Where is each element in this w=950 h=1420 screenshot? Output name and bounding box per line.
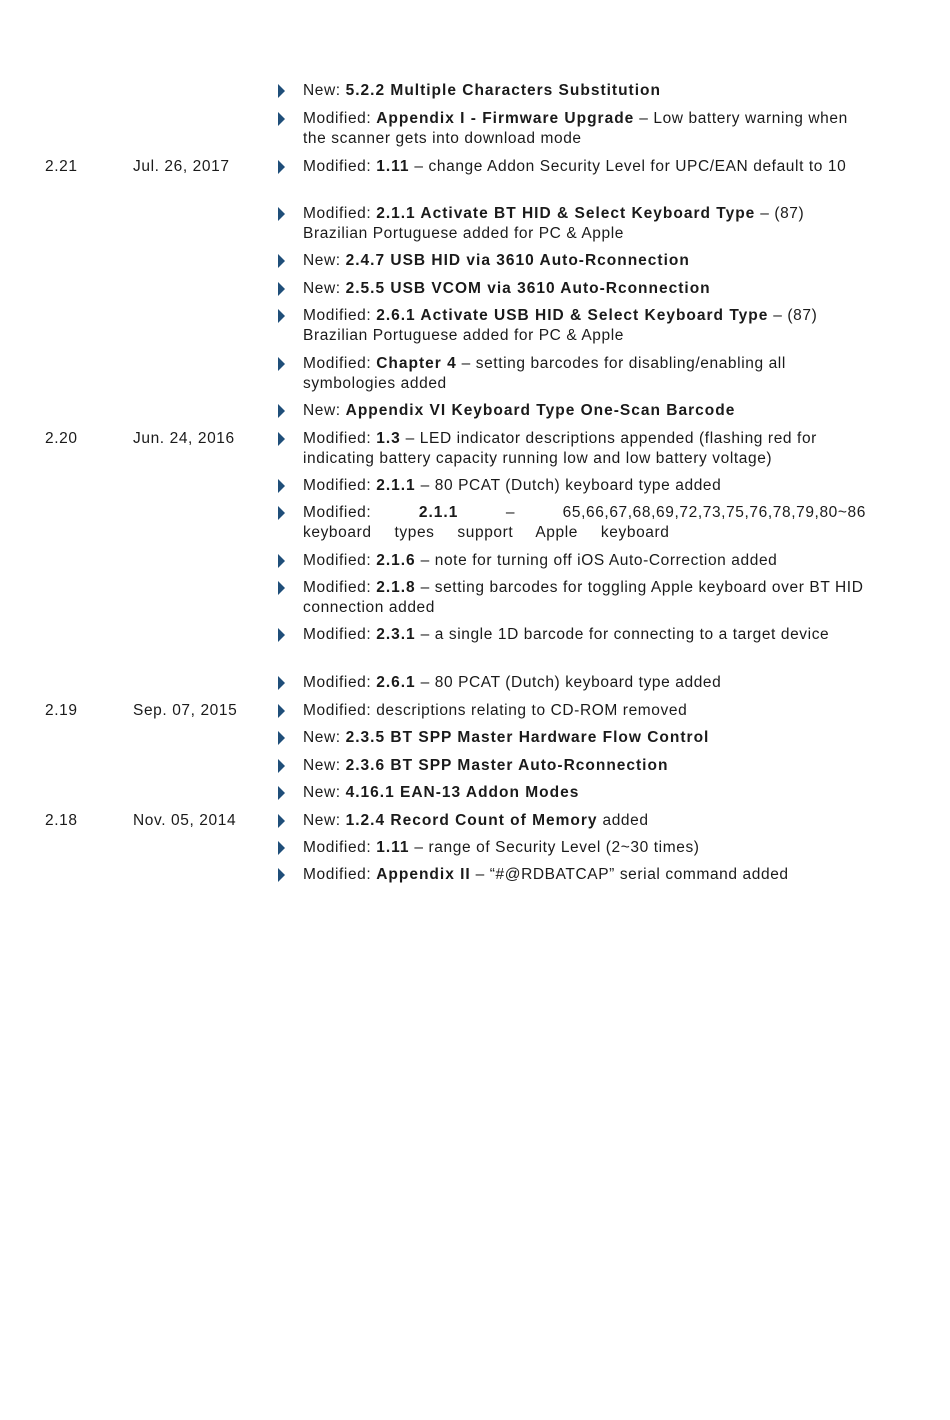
change-detail: – “#@RDBATCAP” serial command added xyxy=(470,866,789,883)
triangle-bullet-icon xyxy=(278,160,285,174)
triangle-bullet-icon xyxy=(278,309,285,323)
change-section: Appendix II xyxy=(376,866,471,883)
change-prefix: Modified: xyxy=(303,110,377,127)
change-prefix: Modified: xyxy=(303,866,377,883)
change-prefix: New: xyxy=(303,402,346,419)
change-section: 4.16.1 EAN-13 Addon Modes xyxy=(345,784,580,801)
change-prefix: New: xyxy=(303,812,346,829)
change-section: 2.1.1 xyxy=(376,477,416,494)
change-prefix: Modified: xyxy=(303,579,377,596)
change-section: 5.2.2 Multiple Characters Substitution xyxy=(345,82,661,99)
change-section: 1.2.4 Record Count of Memory xyxy=(345,812,598,829)
change-section: 1.11 xyxy=(376,158,410,175)
change-prefix: Modified: xyxy=(303,839,377,856)
change-detail: – (87) Brazilian Portuguese added for PC & Apple xyxy=(303,205,805,242)
change-section: Chapter 4 xyxy=(376,355,457,372)
change-section: 2.6.1 xyxy=(376,674,416,691)
change-detail: – note for turning off iOS Auto-Correction added xyxy=(415,552,778,569)
change-prefix: Modified: descriptions relating to CD-ROM removed xyxy=(303,702,688,719)
change-section: 1.3 xyxy=(376,430,401,447)
triangle-bullet-icon xyxy=(278,404,285,418)
change-section: 2.3.1 xyxy=(376,626,416,643)
triangle-bullet-icon xyxy=(278,254,285,268)
triangle-bullet-icon xyxy=(278,704,285,718)
version-number: 2.18 xyxy=(45,812,78,829)
change-section: 2.1.1 Activate BT HID & Select Keyboard Type xyxy=(376,205,756,222)
triangle-bullet-icon xyxy=(278,506,285,520)
change-detail: – change Addon Security Level for UPC/EAN default to 10 xyxy=(409,158,847,175)
change-detail: – setting barcodes for toggling Apple keyboard over BT HID connection added xyxy=(303,579,864,616)
triangle-bullet-icon xyxy=(278,554,285,568)
triangle-bullet-icon xyxy=(278,479,285,493)
change-section: 2.1.8 xyxy=(376,579,416,596)
version-number: 2.20 xyxy=(45,430,78,447)
change-detail: – 65,66,67,68,69,72,73,75,76,78,79,80~86 keyboard types support Apple keyboard xyxy=(303,504,866,541)
change-prefix: Modified: xyxy=(303,430,377,447)
change-detail: – Low battery warning when the scanner gets into download mode xyxy=(303,110,848,147)
change-detail: – (87) Brazilian Portuguese added for PC & Apple xyxy=(303,307,818,344)
change-prefix: Modified: xyxy=(303,355,377,372)
change-section: 2.1.1 xyxy=(418,504,459,521)
change-prefix: Modified: xyxy=(303,504,419,521)
triangle-bullet-icon xyxy=(278,676,285,690)
triangle-bullet-icon xyxy=(278,786,285,800)
triangle-bullet-icon xyxy=(278,207,285,221)
triangle-bullet-icon xyxy=(278,628,285,642)
triangle-bullet-icon xyxy=(278,282,285,296)
release-date: Nov. 05, 2014 xyxy=(133,812,237,829)
change-section: 2.6.1 Activate USB HID & Select Keyboard Type xyxy=(376,307,769,324)
change-section: 2.3.5 BT SPP Master Hardware Flow Control xyxy=(345,729,710,746)
release-date: Sep. 07, 2015 xyxy=(133,702,238,719)
release-date: Jun. 24, 2016 xyxy=(133,430,235,447)
triangle-bullet-icon xyxy=(278,581,285,595)
change-section: 1.11 xyxy=(376,839,410,856)
change-detail: – 80 PCAT (Dutch) keyboard type added xyxy=(415,477,722,494)
version-number: 2.21 xyxy=(45,158,78,175)
triangle-bullet-icon xyxy=(278,432,285,446)
change-section: 2.5.5 USB VCOM via 3610 Auto-Rconnection xyxy=(345,280,711,297)
triangle-bullet-icon xyxy=(278,112,285,126)
change-detail: – range of Security Level (2~30 times) xyxy=(409,839,700,856)
triangle-bullet-icon xyxy=(278,868,285,882)
change-prefix: New: xyxy=(303,784,346,801)
change-detail: – setting barcodes for disabling/enabling all symbologies added xyxy=(303,355,786,392)
change-prefix: Modified: xyxy=(303,158,377,175)
change-section: Appendix I - Firmware Upgrade xyxy=(376,110,635,127)
change-prefix: Modified: xyxy=(303,307,377,324)
change-detail: – LED indicator descriptions appended (flashing red for indicating battery capacity running low and low battery voltage) xyxy=(303,430,817,467)
change-prefix: Modified: xyxy=(303,626,377,643)
triangle-bullet-icon xyxy=(278,84,285,98)
change-prefix: New: xyxy=(303,757,346,774)
change-prefix: New: xyxy=(303,280,346,297)
triangle-bullet-icon xyxy=(278,759,285,773)
triangle-bullet-icon xyxy=(278,357,285,371)
change-section: 2.3.6 BT SPP Master Auto-Rconnection xyxy=(345,757,669,774)
change-prefix: New: xyxy=(303,729,346,746)
change-section: Appendix VI Keyboard Type One-Scan Barcode xyxy=(345,402,736,419)
change-section: 2.4.7 USB HID via 3610 Auto-Rconnection xyxy=(345,252,690,269)
change-prefix: Modified: xyxy=(303,205,377,222)
change-detail: added xyxy=(597,812,649,829)
change-prefix: New: xyxy=(303,252,346,269)
version-number: 2.19 xyxy=(45,702,78,719)
change-prefix: Modified: xyxy=(303,477,377,494)
change-section: 2.1.6 xyxy=(376,552,416,569)
triangle-bullet-icon xyxy=(278,731,285,745)
triangle-bullet-icon xyxy=(278,814,285,828)
change-prefix: Modified: xyxy=(303,552,377,569)
release-date: Jul. 26, 2017 xyxy=(133,158,230,175)
change-detail: – 80 PCAT (Dutch) keyboard type added xyxy=(415,674,722,691)
triangle-bullet-icon xyxy=(278,841,285,855)
change-prefix: Modified: xyxy=(303,674,377,691)
change-prefix: New: xyxy=(303,82,346,99)
change-detail: – a single 1D barcode for connecting to a target device xyxy=(415,626,830,643)
